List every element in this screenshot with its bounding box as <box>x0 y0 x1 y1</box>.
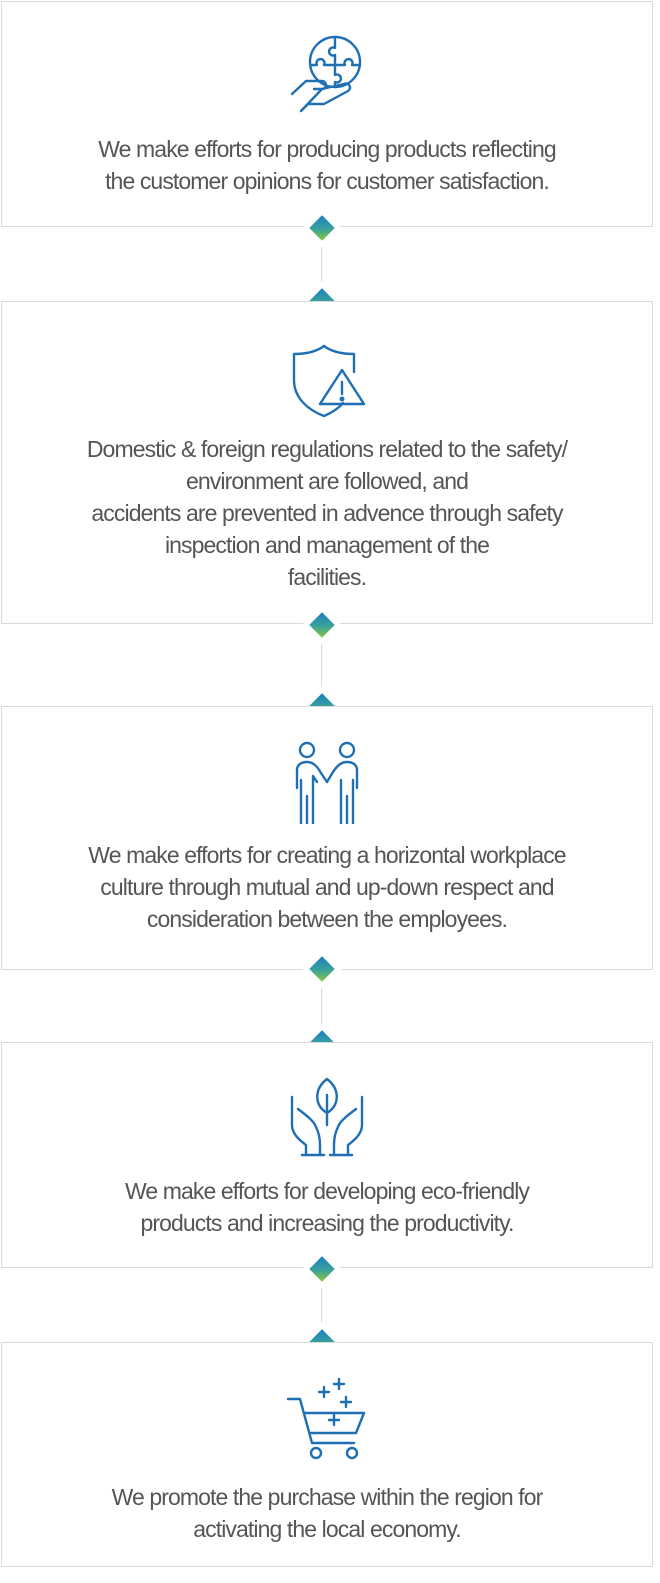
value-card-eco <box>1 1042 653 1268</box>
text-line: culture through mutual and up-down respect and <box>100 874 554 900</box>
shield-warning-icon <box>286 340 368 420</box>
value-card-culture <box>1 706 653 970</box>
text-line: the customer opinions for customer satisfaction. <box>105 168 549 194</box>
value-text <box>32 133 622 197</box>
shopping-cart-plus-icon <box>284 1377 370 1461</box>
text-line: consideration between the employees. <box>146 906 508 932</box>
text-line: inspection and management of the <box>164 532 490 558</box>
value-card-customer <box>1 1 653 227</box>
text-line: activating the local economy. <box>193 1516 461 1542</box>
hands-leaf-icon <box>284 1075 370 1159</box>
value-card-local-economy <box>1 1342 653 1567</box>
value-text <box>32 1175 622 1239</box>
people-handshake-icon <box>285 740 369 824</box>
value-text <box>32 1481 622 1545</box>
text-line: accidents are prevented in advence through safety <box>91 500 563 526</box>
text-line: products and increasing the productivity. <box>140 1210 514 1236</box>
text-line: environment are followed, and <box>185 468 469 494</box>
value-text <box>32 839 622 935</box>
value-text <box>32 433 622 593</box>
text-line: We promote the purchase within the region for <box>111 1484 543 1510</box>
text-line: We make efforts for producing products reflecting <box>98 136 556 162</box>
text-line: facilities. <box>287 564 367 590</box>
value-card-safety <box>1 301 653 624</box>
text-line: We make efforts for creating a horizontal workplace <box>88 842 566 868</box>
text-line: Domestic & foreign regulations related to the safety/ <box>86 436 568 462</box>
hand-puzzle-globe-icon <box>286 32 368 114</box>
text-line: We make efforts for developing eco-friendly <box>124 1178 530 1204</box>
